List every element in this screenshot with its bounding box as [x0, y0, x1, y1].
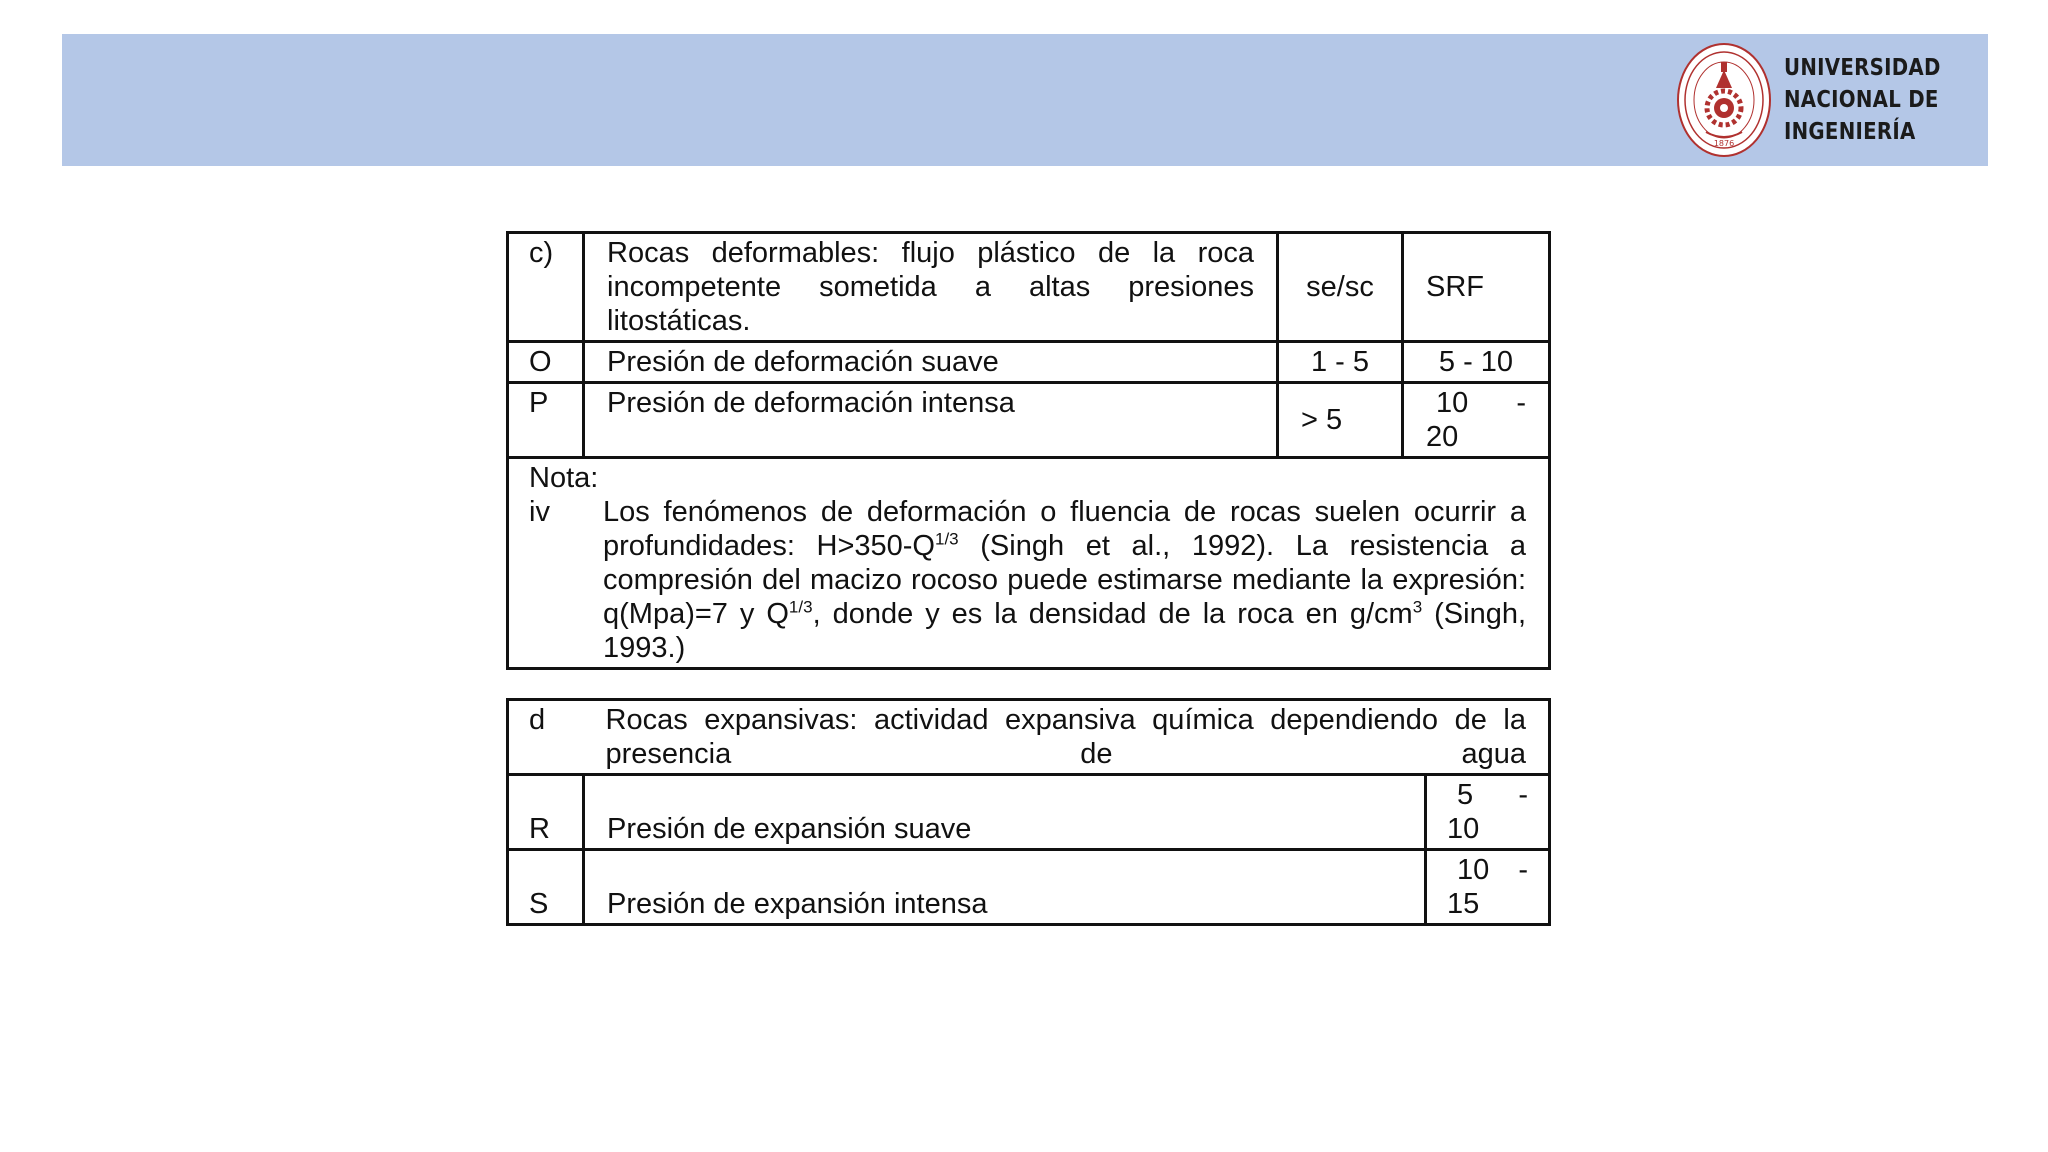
university-name-line-3: INGENIERÍA [1783, 119, 1916, 145]
table-row [508, 383, 1550, 458]
row-srf-min: 10 [1436, 387, 1469, 419]
table-row [508, 850, 1550, 925]
table-note-row [508, 458, 1550, 669]
note-cell [508, 458, 1550, 669]
row-srf [1426, 775, 1550, 850]
university-name-line-1: UNIVERSIDAD [1783, 55, 1941, 81]
row-ratio: 1 - 5 [1278, 342, 1403, 383]
row-srf: 5 - 10 [1403, 342, 1550, 383]
row-srf [1403, 383, 1550, 458]
table-row [508, 342, 1550, 383]
note-text-part-4: (Singh, 1993.) [603, 598, 1527, 664]
table-header-row [508, 700, 1550, 775]
row-srf-min: 10 [1457, 854, 1490, 886]
note-title: Nota: [529, 462, 599, 494]
svg-text:1876: 1876 [1713, 139, 1735, 148]
note-superscript-1: 1/3 [934, 529, 959, 549]
note-text-part-1: Los fenómenos de deformación o fluencia de rocas suelen ocurrir a profundidades: H>350-Q [603, 496, 1526, 562]
row-srf [1426, 850, 1550, 925]
column-header-ratio: se/sc [1278, 233, 1403, 342]
note-text [603, 495, 1526, 665]
note-code: iv [529, 496, 550, 528]
header-banner [62, 34, 1988, 166]
row-ratio: > 5 [1278, 383, 1403, 458]
row-srf-dash: - [1516, 387, 1526, 419]
row-label: Presión de deformación suave [584, 342, 1278, 383]
row-code: R [508, 775, 584, 850]
row-code: O [508, 342, 584, 383]
row-code: P [508, 383, 584, 458]
section-description: Rocas expansivas: actividad expansiva química dependiendo de la presencia de agua [584, 700, 1550, 775]
row-srf-max: 10 [1447, 813, 1480, 845]
row-label: Presión de expansión suave [584, 775, 1426, 850]
table-deformable-rocks [506, 231, 1551, 670]
note-superscript-2: 1/3 [788, 597, 813, 617]
row-srf-max: 20 [1426, 421, 1459, 453]
university-logo [1676, 42, 1966, 158]
note-text-part-3: , donde y es la densidad de la roca en g/cm [812, 598, 1413, 630]
row-srf-dash: - [1518, 854, 1529, 886]
row-label: Presión de expansión intensa [584, 850, 1426, 925]
university-name-line-2: NACIONAL DE [1783, 87, 1939, 113]
row-srf-max: 15 [1447, 888, 1480, 920]
table-expansive-rocks [506, 698, 1551, 926]
section-description: Rocas deformables: flujo plástico de la roca incompetente sometida a altas presiones litostáticas. [584, 233, 1278, 342]
note-superscript-3: 3 [1412, 597, 1423, 617]
note-text-part-2: (Singh et al., 1992). La resistencia a compresión del macizo rocoso puede estimarse mediante la expresión: q(Mpa)=7 y Q [603, 530, 1526, 630]
row-srf-dash: - [1518, 779, 1529, 811]
row-srf-min: 5 [1457, 779, 1474, 811]
table-row [508, 775, 1550, 850]
section-code: d [508, 700, 584, 775]
section-code: c) [508, 233, 584, 342]
table-header-row [508, 233, 1550, 342]
column-header-srf: SRF [1403, 233, 1550, 342]
row-label: Presión de deformación intensa [584, 383, 1278, 458]
university-seal-icon [1676, 42, 1772, 158]
university-name [1784, 52, 1941, 148]
row-code: S [508, 850, 584, 925]
